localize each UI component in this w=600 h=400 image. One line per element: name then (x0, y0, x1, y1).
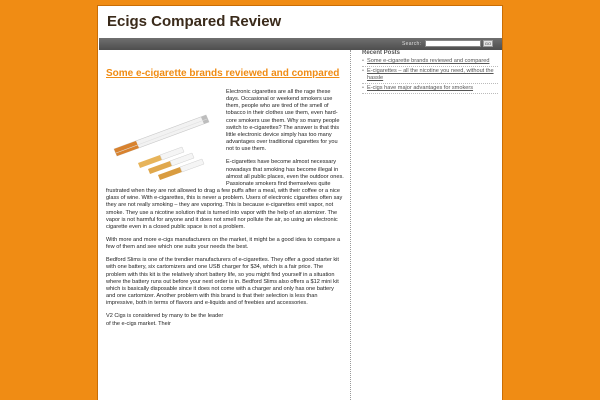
post-title[interactable]: Some e-cigarette brands reviewed and compared (106, 68, 340, 79)
recent-post-link[interactable]: Some e-cigarette brands reviewed and compared (367, 58, 490, 64)
list-item (362, 85, 498, 94)
recent-post-link[interactable]: E-cigs have major advantages for smokers (367, 85, 474, 91)
post-paragraph: Bedford Slims is one of the trendier manufacturers of e-cigarettes. They offer a good starter kit with one battery, six cartomizers and one USB charger for $34, which is a fair price. The problem with this kit is the relatively short battery life, so you might find yourself in a situation where the battery runs out before your next order is in. Bedford Slims also offers a $12 mini kit which is basically disposable since it does not come with a charger and only has one battery and one cartomizer. Another problem with this brand is that their selection is less than impressive, both in terms of flavors and e-liquids and of freebies and accessories. (106, 257, 339, 307)
recent-post-link[interactable]: E-cigarettes – all the nicotine you need, without the hassle (367, 68, 494, 81)
search-bar (99, 38, 503, 50)
list-item (362, 68, 498, 84)
page-container (97, 5, 503, 400)
recent-posts-heading: Recent Posts (362, 50, 401, 56)
e-cigarette-image (106, 89, 224, 181)
post-paragraph: Electronic cigarettes are all the rage these days. Occasional or weekend smokers use them, people who are tired of the smell of tobacco in their clothes use them, even hard-core smokers use them. Why so many people switch to e-cigarettes? The answer is that this little electronic device simply has too many advantages over traditional cigarettes for you not to use them. (226, 89, 340, 153)
e-cigarette-icon (114, 115, 209, 156)
search-button[interactable]: GO (484, 41, 492, 46)
search-label: Search: (402, 41, 422, 47)
sidebar-divider (350, 50, 351, 400)
list-item (362, 58, 498, 67)
post-content (106, 68, 344, 334)
post-paragraph: V2 Cigs is considered by many to be the leader of the e-cigs market. Their (106, 313, 224, 327)
recent-posts-list (362, 58, 498, 94)
post-paragraph: With more and more e-cigs manufacturers on the market, it might be a good idea to compare a few of them and see which one suits your needs the best. (106, 236, 341, 251)
search-input[interactable] (425, 40, 481, 47)
sidebar (362, 50, 498, 95)
site-title[interactable]: Ecigs Compared Review (107, 13, 282, 30)
post-paragraph: E-cigarettes have become almost necessary nowadays that smoking has become illegal in almost all public places, even the outdoor ones. Passionate smokers find themselves quite frustrated when they are not allowed to drag a few puffs after a meal, with their coffee or a nice glass of wine. With e-cigarettes, this is never a problem. Users of electronic cigarettes often say they are not really smoking – they are vaporing. This is because e-cigarettes emit vapor, not smoke. They use a nicotine solution that is turned into vapor with the help of an atomizer. The vapor is not harmful for anyone and it does not smell nor pollute the air, so using an electronic cigarette even in a closed public space is not a problem. (106, 159, 344, 230)
